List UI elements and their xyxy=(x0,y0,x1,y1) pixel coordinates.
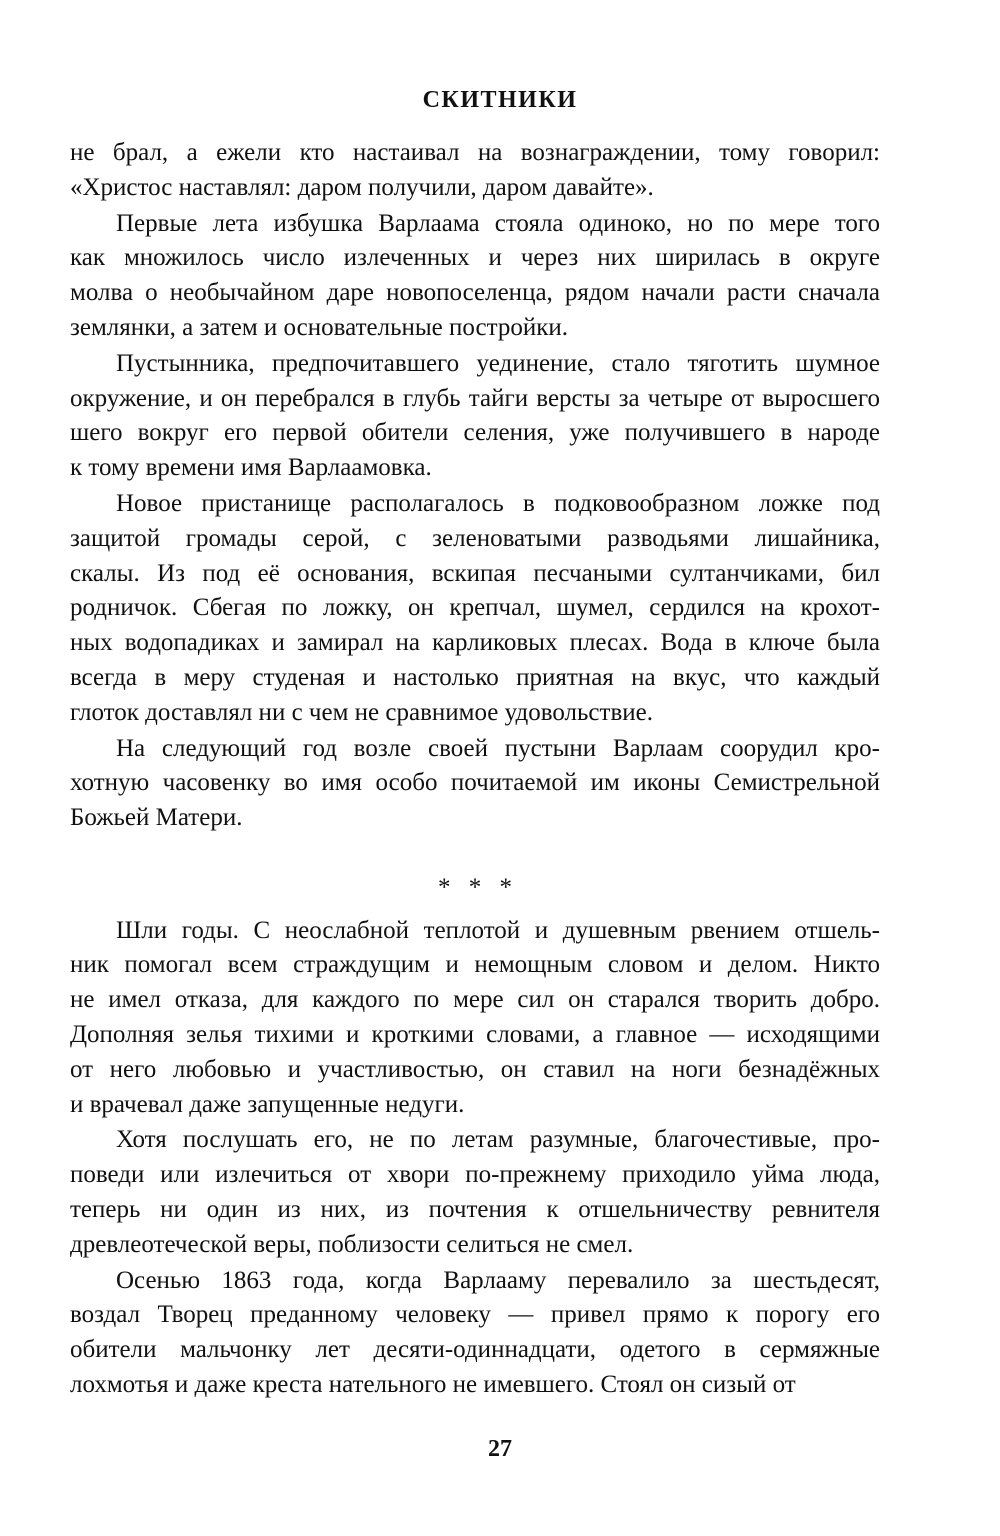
body-text xyxy=(70,136,880,1403)
text-line: Хотя послушать его, не по летам разумные, благочестивые, про- xyxy=(116,1126,880,1154)
text-line: обители мальчонку лет десяти-одиннадцати, одетого в сермяжные xyxy=(70,1336,880,1364)
text-line: не брал, а ежели кто настаивал на вознаграждении, тому говорил: xyxy=(70,139,880,166)
text-line: На следующий год возле своей пустыни Варлаам соорудил кро- xyxy=(116,734,880,762)
text-line: Пустынника, предпочитавшего уединение, стало тяготить шумное xyxy=(116,349,880,377)
text-line: Новое пристанище располагалось в подковообразном ложке под xyxy=(116,489,880,517)
running-head: СКИТНИКИ xyxy=(422,87,578,113)
text-line: ник помогал всем страждущим и немощным словом и делом. Никто xyxy=(70,951,880,979)
text-section-after-break xyxy=(70,914,880,1403)
text-line: землянки, а затем и основательные постройки. xyxy=(70,313,568,341)
paragraph xyxy=(70,914,880,1123)
section-spacer xyxy=(70,906,880,914)
paragraph xyxy=(70,1123,880,1262)
text-line: Первые лета избушка Варлаама стояла одиноко, но по мере того xyxy=(116,209,880,237)
text-line: скалы. Из под её основания, вскипая песчаными султанчиками, бил xyxy=(70,559,880,587)
text-line: всегда в меру студеная и настолько приятная на вкус, что каждый xyxy=(70,663,880,691)
text-line: родничок. Сбегая по ложку, он крепчал, шумел, сердился на крохот- xyxy=(70,594,880,622)
text-line: Шли годы. С неослабной теплотой и душевным рвением отшель- xyxy=(116,916,880,944)
section-break-asterisks: * * * xyxy=(438,873,518,901)
text-line: шего вокруг его первой обители селения, уже получившего в народе xyxy=(70,419,880,447)
text-line: Дополняя зелья тихими и кроткими словами, а главное — исходящими xyxy=(70,1020,880,1048)
text-line: «Христос наставлял: даром получили, даром давайте». xyxy=(70,173,654,201)
text-line: лохмотья и даже креста нательного не имевшего. Стоял он сизый от xyxy=(70,1370,796,1398)
text-line: древлеотеческой веры, поблизости селиться не смел. xyxy=(70,1230,634,1258)
text-line: глоток доставлял ни с чем не сравнимое удовольствие. xyxy=(70,698,653,726)
text-line: Божьей Матери. xyxy=(70,804,243,832)
text-line: теперь ни один из них, из почтения к отшельничеству ревнителя xyxy=(70,1195,880,1223)
text-line: к тому времени имя Варлаамовка. xyxy=(70,454,432,482)
text-section-before-break xyxy=(70,136,880,836)
text-line: воздал Творец преданному человеку — привел прямо к порогу его xyxy=(70,1301,880,1329)
paragraph xyxy=(70,487,880,731)
text-line: защитой громады серой, с зеленоватыми разводьями лишайника, xyxy=(70,524,880,552)
text-line: не имел отказа, для каждого по мере сил он старался творить добро. xyxy=(70,986,880,1014)
text-line: поведи или излечиться от хвори по-прежнему приходило уйма люда, xyxy=(70,1161,880,1189)
paragraph xyxy=(70,136,880,206)
page-number: 27 xyxy=(488,1436,512,1462)
text-line: от него любовью и участливостью, он ставил на ноги безнадёжных xyxy=(70,1055,880,1083)
text-line: и врачевал даже запущенные недуги. xyxy=(70,1090,465,1118)
text-line: хотную часовенку во имя особо почитаемой им иконы Семистрельной xyxy=(70,769,880,797)
text-line: Осенью 1863 года, когда Варлааму перевалило за шестьдесят, xyxy=(116,1266,880,1294)
text-line: ных водопадиках и замирал на карликовых плесах. Вода в ключе была xyxy=(70,629,880,657)
paragraph xyxy=(70,207,880,346)
text-line: молва о необычайном даре новопоселенца, рядом начали расти сначала xyxy=(70,279,880,307)
paragraph xyxy=(70,1264,880,1403)
text-line: окружение, и он перебрался в глубь тайги версты за четыре от выросшего xyxy=(70,384,880,412)
section-spacer xyxy=(70,836,880,871)
paragraph xyxy=(70,732,880,836)
paragraph xyxy=(70,347,880,486)
text-line: как множилось число излеченных и через них ширилась в округе xyxy=(70,244,880,272)
